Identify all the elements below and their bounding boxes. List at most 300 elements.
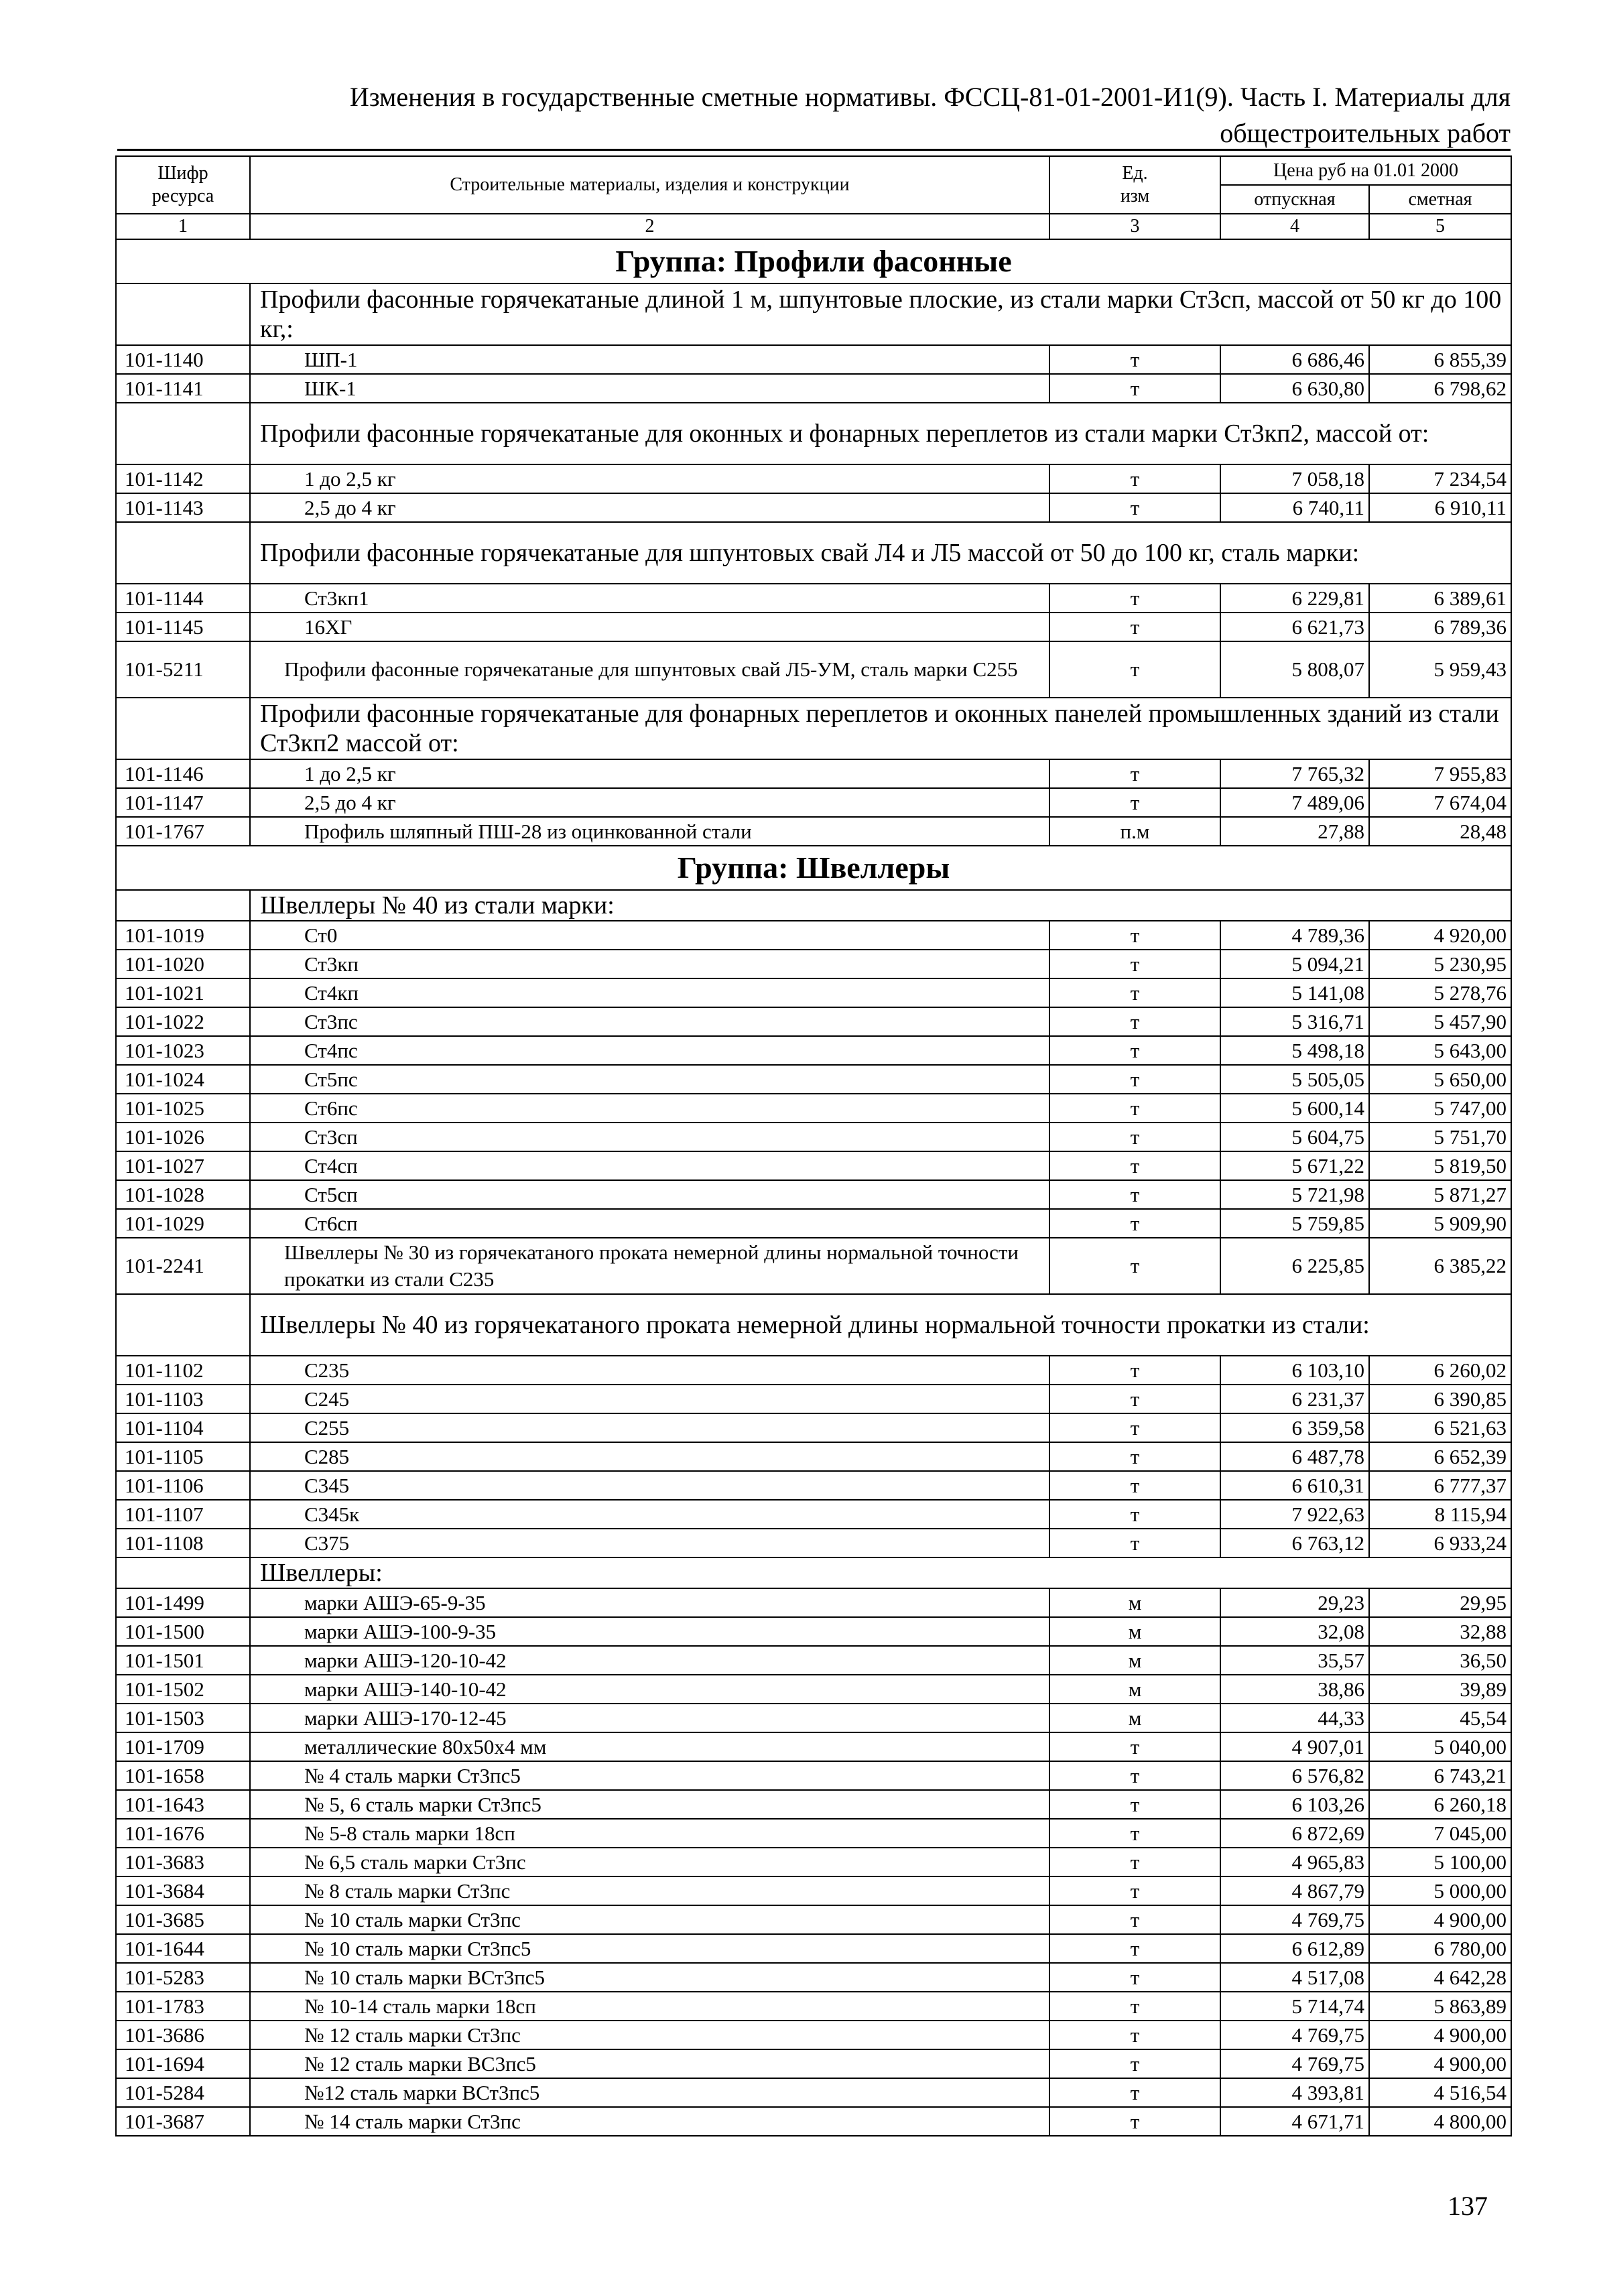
subgroup-title: Профили фасонные горячекатаные длиной 1 м, шпунтовые плоские, из стали марки Ст3сп, массой от 50 кг до 100 кг,: [250, 283, 1511, 345]
release-price: 5 721,98 [1220, 1180, 1369, 1209]
material-name: С245 [250, 1385, 1049, 1413]
release-price: 5 808,07 [1220, 641, 1369, 698]
estimate-price: 5 751,70 [1369, 1123, 1511, 1151]
header-code-line1: Шифр [157, 163, 208, 184]
material-name: № 12 сталь марки ВС3пс5 [250, 2049, 1049, 2078]
material-name: Ст5сп [250, 1180, 1049, 1209]
table-row [116, 1442, 1511, 1471]
material-name: № 12 сталь марки Ст3пс [250, 2021, 1049, 2049]
estimate-price: 6 652,39 [1369, 1442, 1511, 1471]
material-name: марки АШЭ-100-9-35 [250, 1617, 1049, 1646]
release-price: 4 671,71 [1220, 2107, 1369, 2136]
unit: т [1049, 374, 1220, 403]
table-row [116, 2021, 1511, 2049]
table-row [116, 1704, 1511, 1732]
estimate-price: 7 234,54 [1369, 464, 1511, 493]
release-price: 6 686,46 [1220, 345, 1369, 374]
estimate-price: 6 743,21 [1369, 1761, 1511, 1790]
release-price: 29,23 [1220, 1588, 1369, 1617]
estimate-price: 4 900,00 [1369, 1905, 1511, 1934]
resource-code: 101-1103 [116, 1385, 250, 1413]
unit: п.м [1049, 817, 1220, 846]
resource-code: 101-1783 [116, 1992, 250, 2021]
resource-code: 101-1024 [116, 1065, 250, 1094]
material-name: № 10 сталь марки ВСт3пс5 [250, 1963, 1049, 1992]
release-price: 5 316,71 [1220, 1007, 1369, 1036]
table-row [116, 1617, 1511, 1646]
unit: т [1049, 1790, 1220, 1819]
resource-code: 101-1146 [116, 759, 250, 788]
material-name: № 5-8 сталь марки 18сп [250, 1819, 1049, 1848]
unit: т [1049, 1007, 1220, 1036]
subgroup-title: Швеллеры № 40 из стали марки: [250, 890, 1511, 921]
estimate-price: 5 278,76 [1369, 978, 1511, 1007]
release-price: 7 489,06 [1220, 788, 1369, 817]
resource-code: 101-1145 [116, 613, 250, 641]
resource-code: 101-1658 [116, 1761, 250, 1790]
estimate-price: 6 780,00 [1369, 1934, 1511, 1963]
material-name: марки АШЭ-170-12-45 [250, 1704, 1049, 1732]
subgroup-row [116, 1294, 1511, 1356]
subgroup-row [116, 283, 1511, 345]
release-price: 38,86 [1220, 1675, 1369, 1704]
header-release: отпускная [1220, 185, 1369, 214]
material-name: №12 сталь марки ВСт3пс5 [250, 2078, 1049, 2107]
resource-code: 101-1028 [116, 1180, 250, 1209]
release-price: 5 759,85 [1220, 1209, 1369, 1238]
table-row [116, 759, 1511, 788]
page-header [117, 79, 1511, 151]
unit: т [1049, 978, 1220, 1007]
resource-code: 101-1709 [116, 1732, 250, 1761]
release-price: 4 867,79 [1220, 1876, 1369, 1905]
unit: т [1049, 2107, 1220, 2136]
estimate-price: 5 457,90 [1369, 1007, 1511, 1036]
material-name: Ст4пс [250, 1036, 1049, 1065]
table-row [116, 374, 1511, 403]
header-estimate: сметная [1369, 185, 1511, 214]
release-price: 44,33 [1220, 1704, 1369, 1732]
release-price: 6 487,78 [1220, 1442, 1369, 1471]
unit: т [1049, 1151, 1220, 1180]
table-row [116, 1065, 1511, 1094]
unit: т [1049, 1905, 1220, 1934]
estimate-price: 6 390,85 [1369, 1385, 1511, 1413]
material-name: Профили фасонные горячекатаные для шпунтовых свай Л5-УМ, сталь марки С255 [250, 641, 1049, 698]
resource-code: 101-1499 [116, 1588, 250, 1617]
estimate-price: 6 855,39 [1369, 345, 1511, 374]
subgroup-code-blank [116, 283, 250, 345]
resource-code: 101-1020 [116, 950, 250, 978]
estimate-price: 5 863,89 [1369, 1992, 1511, 2021]
subgroup-code-blank [116, 890, 250, 921]
release-price: 6 576,82 [1220, 1761, 1369, 1790]
estimate-price: 6 910,11 [1369, 493, 1511, 522]
estimate-price: 5 100,00 [1369, 1848, 1511, 1876]
resource-code: 101-1140 [116, 345, 250, 374]
subgroup-title: Профили фасонные горячекатаные для фонарных переплетов и оконных панелей промышленных зданий из стали Ст3кп2 массой от: [250, 698, 1511, 759]
release-price: 35,57 [1220, 1646, 1369, 1675]
subgroup-code-blank [116, 1294, 250, 1356]
material-name: Ст4кп [250, 978, 1049, 1007]
subgroup-title: Швеллеры: [250, 1557, 1511, 1588]
header-code [116, 156, 250, 214]
release-price: 7 765,32 [1220, 759, 1369, 788]
unit: т [1049, 788, 1220, 817]
release-price: 5 714,74 [1220, 1992, 1369, 2021]
table-row [116, 1036, 1511, 1065]
unit: т [1049, 613, 1220, 641]
header-price: Цена руб на 01.01 2000 [1220, 156, 1511, 185]
estimate-price: 6 260,18 [1369, 1790, 1511, 1819]
material-name: № 10 сталь марки Ст3пс5 [250, 1934, 1049, 1963]
estimate-price: 4 900,00 [1369, 2021, 1511, 2049]
material-name: Ст5пс [250, 1065, 1049, 1094]
resource-code: 101-1500 [116, 1617, 250, 1646]
estimate-price: 5 747,00 [1369, 1094, 1511, 1123]
release-price: 32,08 [1220, 1617, 1369, 1646]
estimate-price: 6 385,22 [1369, 1238, 1511, 1294]
unit: т [1049, 2021, 1220, 2049]
material-name: Профиль шляпный ПШ-28 из оцинкованной стали [250, 817, 1049, 846]
estimate-price: 5 650,00 [1369, 1065, 1511, 1094]
unit: т [1049, 1123, 1220, 1151]
table-row [116, 1646, 1511, 1675]
unit: т [1049, 1761, 1220, 1790]
unit: м [1049, 1646, 1220, 1675]
estimate-price: 5 000,00 [1369, 1876, 1511, 1905]
price-table [115, 155, 1512, 2136]
material-name: С255 [250, 1413, 1049, 1442]
material-name: С345 [250, 1471, 1049, 1500]
resource-code: 101-5283 [116, 1963, 250, 1992]
resource-code: 101-1105 [116, 1442, 250, 1471]
subgroup-row [116, 890, 1511, 921]
column-number-row [116, 214, 1511, 239]
table-row [116, 1356, 1511, 1385]
subgroup-row [116, 1557, 1511, 1588]
subgroup-title: Швеллеры № 40 из горячекатаного проката немерной длины нормальной точности прокатки из стали: [250, 1294, 1511, 1356]
unit: т [1049, 584, 1220, 613]
release-price: 27,88 [1220, 817, 1369, 846]
unit: т [1049, 1963, 1220, 1992]
unit: т [1049, 2078, 1220, 2107]
table-row [116, 641, 1511, 698]
estimate-price: 7 955,83 [1369, 759, 1511, 788]
estimate-price: 5 871,27 [1369, 1180, 1511, 1209]
material-name: № 6,5 сталь марки Ст3пс [250, 1848, 1049, 1876]
release-price: 4 789,36 [1220, 921, 1369, 950]
table-row [116, 1848, 1511, 1876]
release-price: 6 225,85 [1220, 1238, 1369, 1294]
release-price: 5 094,21 [1220, 950, 1369, 978]
table-row [116, 584, 1511, 613]
resource-code: 101-1767 [116, 817, 250, 846]
unit: т [1049, 1529, 1220, 1557]
material-name: ШК-1 [250, 374, 1049, 403]
resource-code: 101-1102 [116, 1356, 250, 1385]
material-name: Ст3пс [250, 1007, 1049, 1036]
table-row [116, 817, 1511, 846]
unit: т [1049, 1065, 1220, 1094]
table-row [116, 1963, 1511, 1992]
material-name: 2,5 до 4 кг [250, 493, 1049, 522]
estimate-price: 6 260,02 [1369, 1356, 1511, 1385]
material-name: Ст6пс [250, 1094, 1049, 1123]
table-row [116, 1675, 1511, 1704]
release-price: 7 058,18 [1220, 464, 1369, 493]
resource-code: 101-1023 [116, 1036, 250, 1065]
release-price: 6 872,69 [1220, 1819, 1369, 1848]
unit: т [1049, 950, 1220, 978]
table-row [116, 1413, 1511, 1442]
unit: т [1049, 1036, 1220, 1065]
table-row [116, 493, 1511, 522]
column-number-4: 4 [1220, 214, 1369, 239]
unit: т [1049, 1732, 1220, 1761]
release-price: 6 231,37 [1220, 1385, 1369, 1413]
table-row [116, 1385, 1511, 1413]
release-price: 4 517,08 [1220, 1963, 1369, 1992]
subgroup-row [116, 403, 1511, 464]
resource-code: 101-1029 [116, 1209, 250, 1238]
unit: т [1049, 493, 1220, 522]
estimate-price: 6 389,61 [1369, 584, 1511, 613]
table-row [116, 1151, 1511, 1180]
release-price: 6 740,11 [1220, 493, 1369, 522]
subgroup-title: Профили фасонные горячекатаные для шпунтовых свай Л4 и Л5 массой от 50 до 100 кг, сталь марки: [250, 522, 1511, 584]
material-name: № 8 сталь марки Ст3пс [250, 1876, 1049, 1905]
resource-code: 101-1147 [116, 788, 250, 817]
estimate-price: 45,54 [1369, 1704, 1511, 1732]
estimate-price: 7 674,04 [1369, 788, 1511, 817]
material-name: 16ХГ [250, 613, 1049, 641]
table-row [116, 788, 1511, 817]
resource-code: 101-1104 [116, 1413, 250, 1442]
table-row [116, 1094, 1511, 1123]
subgroup-title: Профили фасонные горячекатаные для оконных и фонарных переплетов из стали марки Ст3кп2, массой от: [250, 403, 1511, 464]
release-price: 6 610,31 [1220, 1471, 1369, 1500]
material-name: 1 до 2,5 кг [250, 464, 1049, 493]
material-name: металлические 80х50х4 мм [250, 1732, 1049, 1761]
page-number: 137 [1448, 2191, 1488, 2221]
release-price: 5 600,14 [1220, 1094, 1369, 1123]
resource-code: 101-1694 [116, 2049, 250, 2078]
release-price: 6 763,12 [1220, 1529, 1369, 1557]
estimate-price: 4 642,28 [1369, 1963, 1511, 1992]
estimate-price: 6 789,36 [1369, 613, 1511, 641]
material-name: 1 до 2,5 кг [250, 759, 1049, 788]
subgroup-row [116, 522, 1511, 584]
release-price: 5 141,08 [1220, 978, 1369, 1007]
resource-code: 101-1022 [116, 1007, 250, 1036]
header-rule [117, 149, 1511, 151]
unit: т [1049, 1180, 1220, 1209]
material-name: № 14 сталь марки Ст3пс [250, 2107, 1049, 2136]
header-line-1: Изменения в государственные сметные нормативы. ФССЦ-81-01-2001-И1(9). Часть I. Материалы для [349, 82, 1511, 112]
table-row [116, 921, 1511, 950]
resource-code: 101-1107 [116, 1500, 250, 1529]
estimate-price: 6 933,24 [1369, 1529, 1511, 1557]
table-row [116, 1471, 1511, 1500]
table-row [116, 2107, 1511, 2136]
resource-code: 101-5211 [116, 641, 250, 698]
release-price: 5 671,22 [1220, 1151, 1369, 1180]
resource-code: 101-5284 [116, 2078, 250, 2107]
table-row [116, 1992, 1511, 2021]
unit: т [1049, 641, 1220, 698]
resource-code: 101-3686 [116, 2021, 250, 2049]
resource-code: 101-1643 [116, 1790, 250, 1819]
material-name: Ст6сп [250, 1209, 1049, 1238]
table-row [116, 978, 1511, 1007]
subgroup-code-blank [116, 1557, 250, 1588]
table-header-row [116, 156, 1511, 185]
price-table-body [116, 156, 1511, 2136]
unit: т [1049, 921, 1220, 950]
unit: т [1049, 1413, 1220, 1442]
unit: м [1049, 1675, 1220, 1704]
table-row [116, 1180, 1511, 1209]
material-name: С375 [250, 1529, 1049, 1557]
table-row [116, 1500, 1511, 1529]
table-row [116, 1819, 1511, 1848]
release-price: 6 359,58 [1220, 1413, 1369, 1442]
table-row [116, 1123, 1511, 1151]
unit: т [1049, 1992, 1220, 2021]
material-name: 2,5 до 4 кг [250, 788, 1049, 817]
resource-code: 101-1026 [116, 1123, 250, 1151]
release-price: 7 922,63 [1220, 1500, 1369, 1529]
estimate-price: 4 516,54 [1369, 2078, 1511, 2107]
group-title: Группа: Профили фасонные [116, 239, 1511, 283]
table-row [116, 1238, 1511, 1294]
header-unit [1049, 156, 1220, 214]
resource-code: 101-1501 [116, 1646, 250, 1675]
header-unit-line1: Ед. [1122, 163, 1148, 184]
material-name: С285 [250, 1442, 1049, 1471]
material-name: Ст3кп1 [250, 584, 1049, 613]
unit: т [1049, 1876, 1220, 1905]
header-line-2: общестроительных работ [1220, 118, 1511, 148]
estimate-price: 7 045,00 [1369, 1819, 1511, 1848]
release-price: 6 621,73 [1220, 613, 1369, 641]
release-price: 6 229,81 [1220, 584, 1369, 613]
release-price: 5 505,05 [1220, 1065, 1369, 1094]
subgroup-code-blank [116, 698, 250, 759]
estimate-price: 4 920,00 [1369, 921, 1511, 950]
estimate-price: 4 800,00 [1369, 2107, 1511, 2136]
material-name: № 10-14 сталь марки 18сп [250, 1992, 1049, 2021]
group-heading-row [116, 846, 1511, 890]
unit: т [1049, 1209, 1220, 1238]
unit: т [1049, 1094, 1220, 1123]
column-number-1: 1 [116, 214, 250, 239]
estimate-price: 5 643,00 [1369, 1036, 1511, 1065]
material-name: марки АШЭ-140-10-42 [250, 1675, 1049, 1704]
release-price: 4 769,75 [1220, 1905, 1369, 1934]
material-name: № 10 сталь марки Ст3пс [250, 1905, 1049, 1934]
release-price: 6 630,80 [1220, 374, 1369, 403]
table-row [116, 1588, 1511, 1617]
table-row [116, 1761, 1511, 1790]
header-code-line2: ресурса [151, 186, 214, 206]
unit: т [1049, 1500, 1220, 1529]
unit: т [1049, 2049, 1220, 2078]
material-name: № 4 сталь марки Ст3пс5 [250, 1761, 1049, 1790]
resource-code: 101-1676 [116, 1819, 250, 1848]
header-material: Строительные материалы, изделия и конструкции [250, 156, 1049, 214]
resource-code: 101-1503 [116, 1704, 250, 1732]
material-name: Ст4сп [250, 1151, 1049, 1180]
estimate-price: 8 115,94 [1369, 1500, 1511, 1529]
estimate-price: 28,48 [1369, 817, 1511, 846]
resource-code: 101-3684 [116, 1876, 250, 1905]
unit: т [1049, 345, 1220, 374]
table-row [116, 1934, 1511, 1963]
material-name: № 5, 6 сталь марки Ст3пс5 [250, 1790, 1049, 1819]
table-row [116, 1529, 1511, 1557]
release-price: 4 393,81 [1220, 2078, 1369, 2107]
table-row [116, 464, 1511, 493]
table-row [116, 1905, 1511, 1934]
table-row [116, 950, 1511, 978]
resource-code: 101-3683 [116, 1848, 250, 1876]
table-row [116, 2049, 1511, 2078]
material-name: марки АШЭ-65-9-35 [250, 1588, 1049, 1617]
unit: м [1049, 1588, 1220, 1617]
material-name: Ст3сп [250, 1123, 1049, 1151]
resource-code: 101-1106 [116, 1471, 250, 1500]
resource-code: 101-1142 [116, 464, 250, 493]
material-name: Ст0 [250, 921, 1049, 950]
unit: м [1049, 1704, 1220, 1732]
unit: т [1049, 1238, 1220, 1294]
header-unit-line2: изм [1120, 186, 1150, 206]
column-number-5: 5 [1369, 214, 1511, 239]
table-row [116, 1209, 1511, 1238]
unit: т [1049, 1385, 1220, 1413]
resource-code: 101-1141 [116, 374, 250, 403]
column-number-2: 2 [250, 214, 1049, 239]
estimate-price: 32,88 [1369, 1617, 1511, 1646]
estimate-price: 5 959,43 [1369, 641, 1511, 698]
resource-code: 101-1019 [116, 921, 250, 950]
unit: т [1049, 1471, 1220, 1500]
release-price: 5 498,18 [1220, 1036, 1369, 1065]
release-price: 6 103,26 [1220, 1790, 1369, 1819]
resource-code: 101-3687 [116, 2107, 250, 2136]
material-name: Ст3кп [250, 950, 1049, 978]
resource-code: 101-1144 [116, 584, 250, 613]
unit: т [1049, 1819, 1220, 1848]
release-price: 6 103,10 [1220, 1356, 1369, 1385]
table-row [116, 2078, 1511, 2107]
estimate-price: 6 521,63 [1369, 1413, 1511, 1442]
estimate-price: 5 819,50 [1369, 1151, 1511, 1180]
estimate-price: 5 230,95 [1369, 950, 1511, 978]
resource-code: 101-3685 [116, 1905, 250, 1934]
unit: т [1049, 759, 1220, 788]
release-price: 4 965,83 [1220, 1848, 1369, 1876]
resource-code: 101-1502 [116, 1675, 250, 1704]
estimate-price: 29,95 [1369, 1588, 1511, 1617]
table-row [116, 1007, 1511, 1036]
estimate-price: 36,50 [1369, 1646, 1511, 1675]
material-name: С345к [250, 1500, 1049, 1529]
resource-code: 101-1143 [116, 493, 250, 522]
table-row [116, 345, 1511, 374]
